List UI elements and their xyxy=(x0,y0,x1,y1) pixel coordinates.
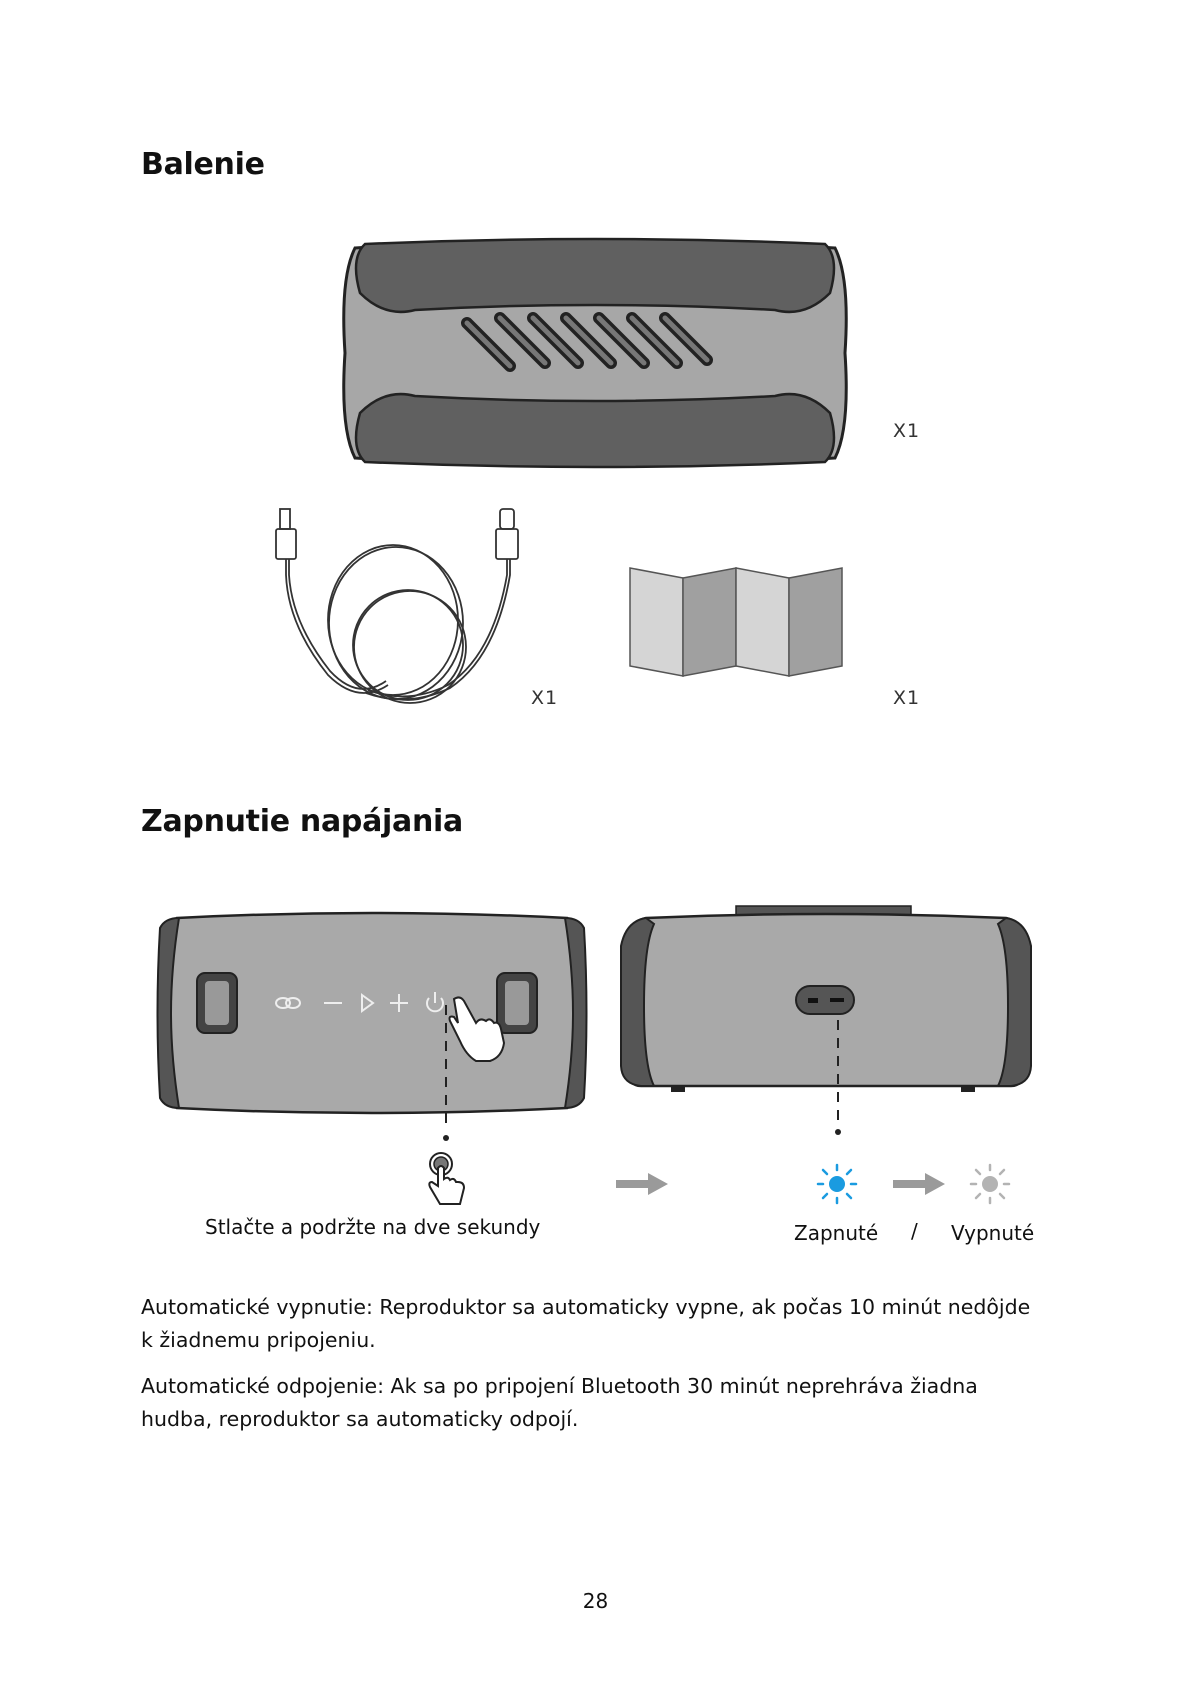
speaker-top-illustration xyxy=(335,238,855,468)
dashed-connector-left xyxy=(441,1005,451,1145)
auto-disconnect-paragraph: Automatické odpojenie: Ak sa po pripojení Bluetooth 30 minút neprehráva žiadna hudba, reproduktor sa automaticky odpojí. xyxy=(141,1374,978,1431)
speaker-quantity: X1 xyxy=(893,420,921,442)
auto-off-paragraph: Automatické vypnutie: Reproduktor sa automaticky vypne, ak počas 10 minút nedôjde k žiadnemu pripojeniu. xyxy=(141,1295,1031,1352)
arrow-right-icon xyxy=(893,1171,945,1197)
manual-quantity: X1 xyxy=(893,687,921,709)
speaker-back-illustration xyxy=(616,906,1036,1096)
arrow-right-icon xyxy=(616,1171,668,1197)
cable-quantity: X1 xyxy=(531,687,559,709)
state-on-label: Zapnuté xyxy=(794,1221,879,1245)
folded-manual-illustration xyxy=(628,566,848,681)
state-off-label: Vypnuté xyxy=(951,1221,1035,1245)
state-separator: / xyxy=(911,1219,918,1243)
dashed-connector-right xyxy=(833,1020,843,1140)
section-title-power-on: Zapnutie napájania xyxy=(141,804,463,839)
page-number: 28 xyxy=(582,1589,609,1613)
led-off-icon xyxy=(969,1163,1011,1205)
pointing-hand-icon xyxy=(446,995,506,1065)
speaker-button-panel-illustration xyxy=(157,908,587,1118)
led-on-icon xyxy=(816,1163,858,1205)
press-hold-caption: Stlačte a podržte na dve sekundy xyxy=(205,1215,541,1239)
press-hold-icon xyxy=(424,1150,468,1210)
usb-c-cable-illustration xyxy=(268,505,528,705)
section-title-package: Balenie xyxy=(141,147,265,182)
